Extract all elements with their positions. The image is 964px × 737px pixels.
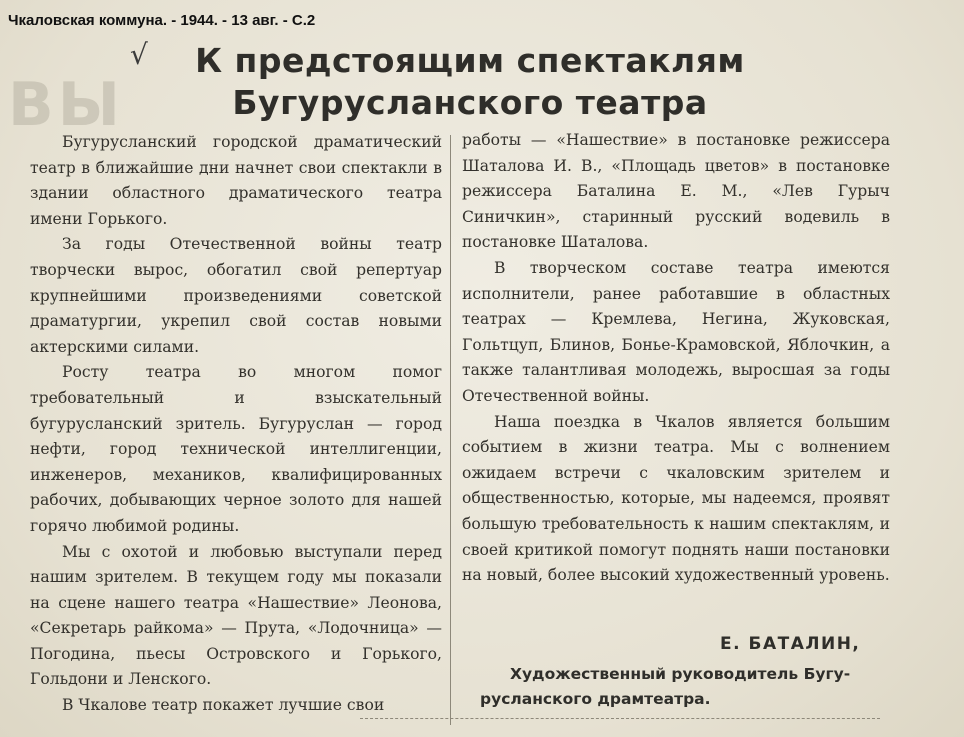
paragraph: Бугурусланский городской драматический театр в ближайшие дни начнет свои спектакли в здании областного драматического театра имени Горького. (30, 133, 442, 228)
paragraph: Наша поездка в Чкалов является большим событием в жизни театра. Мы с волнением ожидаем встречи с чкаловским зрителем и общественностью, которые, мы надеемся, проявят большую требовательность к нашим спектаклям, и своей критикой помогут поднять наши постановки на новый, более высокий художественный уровень. (462, 412, 890, 585)
article-right-column (462, 128, 890, 589)
author-signature: Е. БАТАЛИН, (720, 634, 861, 654)
article-left-column (30, 130, 442, 719)
checkmark-icon: √ (130, 38, 148, 71)
author-role-line-1: Художественный руководитель Бугу- (510, 665, 851, 683)
author-role (480, 662, 900, 712)
author-role-line-2: русланского драмтеатра. (480, 690, 711, 708)
column-divider (450, 135, 451, 725)
headline-line-2: Бугурусланского театра (232, 83, 708, 122)
bottom-divider (360, 718, 880, 720)
bleed-through-text: ВЫ (8, 70, 124, 140)
paragraph: Росту театра во многом помог требовательный и взыскательный бугурусланский зритель. Бугуруслан — город нефти, город технической интеллигенции, инженеров, механиков, квалифицированных рабочих, добывающих черное золото для нашей горячо любимой родины. (30, 363, 442, 535)
paragraph: В Чкалове театр покажет лучшие свои (62, 696, 385, 715)
paragraph: Мы с охотой и любовью выступали перед нашим зрителем. В текущем году мы показали на сцене нашего театра «Нашествие» Леонова, «Секретарь райкома» — Прута, «Лодочница» — Погодина, пьесы Островского и Горького, Гольдони и Ленского. (30, 542, 442, 689)
paragraph: За годы Отечественной войны театр творчески вырос, обогатил свой репертуар крупнейшими произведениями советской драматургии, укрепил свой состав новыми актерскими силами. (30, 235, 442, 356)
paragraph: работы — «Нашествие» в постановке режиссера Шаталова И. В., «Площадь цветов» в постановке режиссера Баталина Е. М., «Лев Гурыч Синичкин», старинный русский водевиль в постановке Шаталова. (462, 131, 890, 252)
source-caption: Чкаловская коммуна. - 1944. - 13 авг. - С.2 (8, 12, 316, 29)
headline-line-1: К предстоящим спектаклям (195, 41, 745, 80)
paragraph: В творческом составе театра имеются исполнители, ранее работавшие в областных театрах — Кремлева, Негина, Жуковская, Гольтцуп, Блинов, Бонье-Крамовской, Яблочкин, а также талантливая молодежь, выросшая за годы Отечественной войны. (462, 258, 890, 405)
article-headline (150, 40, 790, 124)
